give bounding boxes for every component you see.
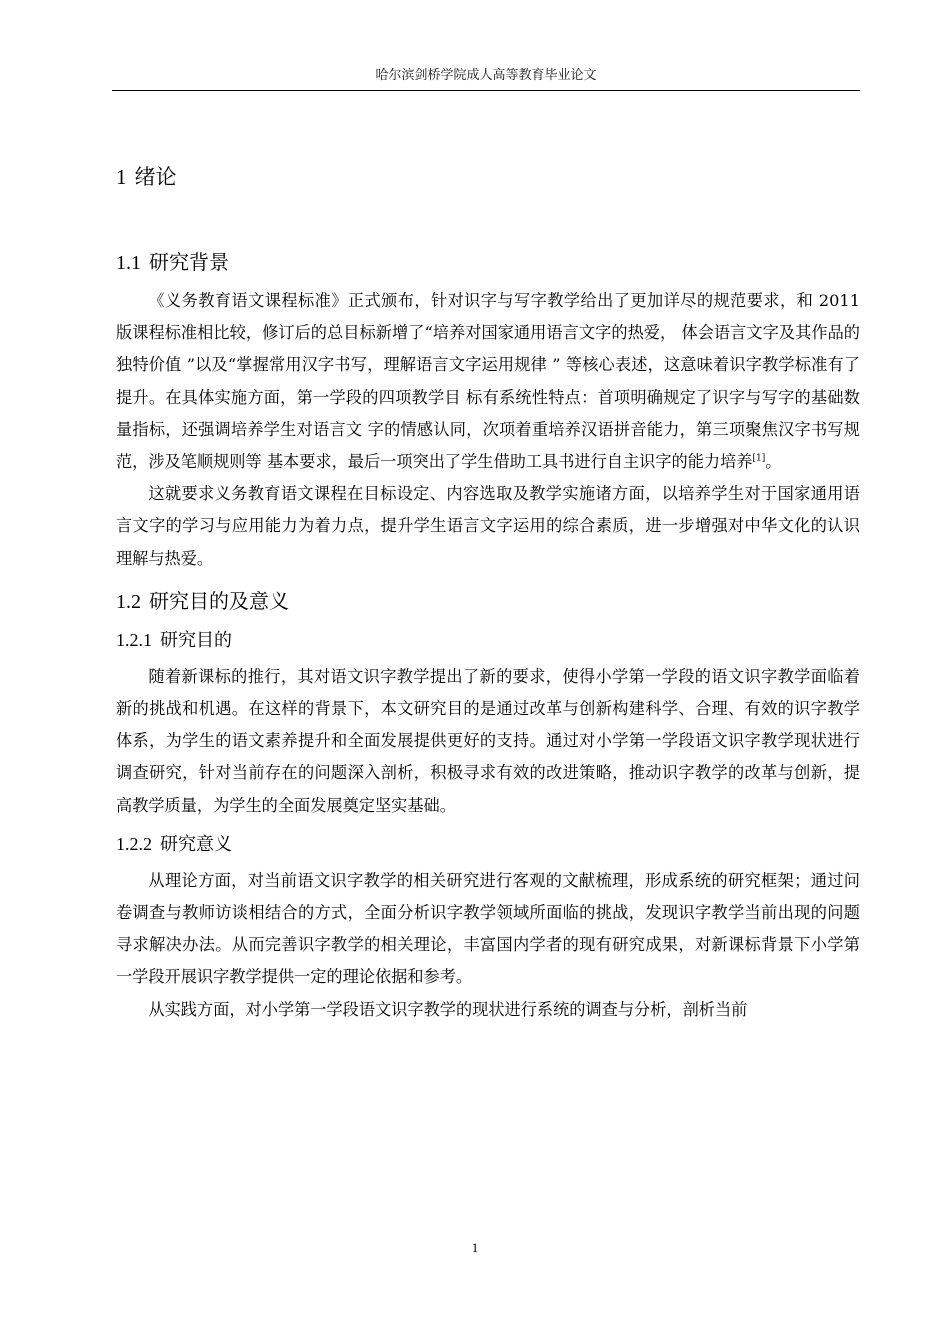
chapter-heading <box>116 160 860 194</box>
citation-ref: [1] <box>752 453 766 464</box>
paragraph: 从实践方面，对小学第一学段语文识字教学的现状进行系统的调查与分析，剖析当前 <box>148 999 748 1019</box>
paragraph: 这就要求义务教育语文课程在目标设定、内容选取及教学实施诸方面，以培养学生对于国家通用语言文字的学习与应用能力为着力点，提升学生语言文字运用的综合素质，进一步增强对中华文化的认识理解与热爱。 <box>116 484 860 568</box>
chapter-title: 绪论 <box>134 165 177 189</box>
page-header <box>112 66 860 91</box>
paragraph: 从理论方面，对当前语文识字教学的相关研究进行客观的文献梳理，形成系统的研究框架；通过问卷调查与教师访谈相结合的方式，全面分析识字教学领域所面临的挑战，发现识字教学当前出现的问题寻求解决办法。从而完善识字教学的相关理论，丰富国内学者的现有研究成果，对新课标背景下小学第一学段开展识字教学提供一定的理论依据和参考。 <box>116 870 860 987</box>
paragraph: 随着新课标的推行，其对语文识字教学提出了新的要求，使得小学第一学段的语文识字教学面临着新的挑战和机遇。在这样的背景下，本文研究目的是通过改革与创新构建科学、合理、有效的识字教学体系，为学生的语文素养提升和全面发展提供更好的支持。通过对小学第一学段语文识字教学现状进行调查研究，针对当前存在的问题深入剖析，积极寻求有效的改进策略，推动识字教学的改革与创新，提高教学质量，为学生的全面发展奠定坚实基础。 <box>116 666 860 815</box>
subsection-number: 1.2.1 <box>116 629 152 650</box>
subsection-number: 1.2.2 <box>116 833 152 854</box>
chapter-number: 1 <box>116 165 127 189</box>
subsection-title: 研究目的 <box>160 629 232 651</box>
section-title: 研究目的及意义 <box>149 588 289 613</box>
section-heading-1-1 <box>116 246 860 279</box>
document-body <box>116 160 860 1026</box>
subsection-heading-1-2-2 <box>116 830 860 859</box>
section-title: 研究背景 <box>149 250 229 274</box>
subsection-title: 研究意义 <box>160 833 232 855</box>
paragraph-end: 。 <box>765 452 782 472</box>
section-heading-1-2 <box>116 585 860 618</box>
section-number: 1.1 <box>116 252 141 274</box>
header-title: 哈尔滨剑桥学院成人高等教育毕业论文 <box>375 68 597 83</box>
paragraph <box>116 285 860 478</box>
paragraph-text: 《义务教育语文课程标准》正式颁布，针对识字与写字教学给出了更加详尽的规范要求，和 2011 版课程标准相比较，修订后的总目标新增了“培养对国家通用语言文字的热爱， 体会语言文字及其作品的独特价值 ”以及“掌握常用汉字书写，理解语言文字运用规律 ” 等核心表述，这意味着识字教学标准有了提升。在具体实施方面，第一学段的四项教学目 标有系统性特点：首项明确规定了识字与写字的基础数量指标，还强调培养学生对语言文 字的情感认同，次项着重培养汉语拼音能力，第三项聚焦汉字书写规范，涉及笔顺规则等 基本要求，最后一项突出了学生借助工具书进行自主识字的能力培养 <box>116 291 860 472</box>
page-number: 1 <box>471 1240 479 1255</box>
section-number: 1.2 <box>116 590 141 613</box>
subsection-heading-1-2-1 <box>116 626 860 655</box>
